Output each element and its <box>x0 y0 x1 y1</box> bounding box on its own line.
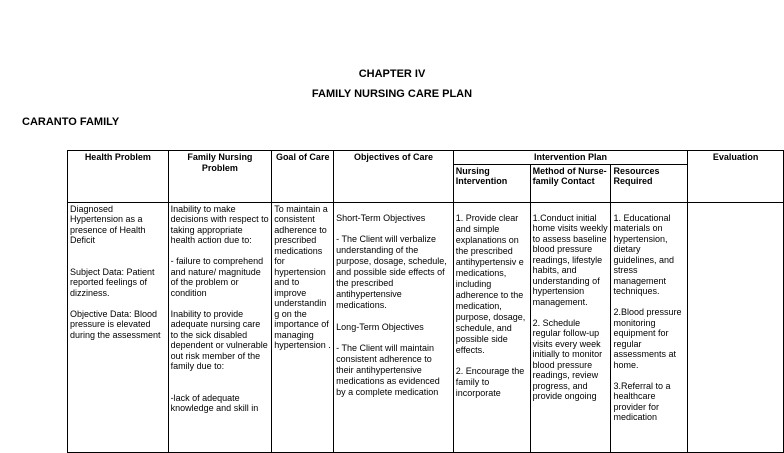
header-health-problem: Health Problem <box>68 151 169 203</box>
objective-data-text: Objective Data: Blood pressure is elevated during the assessment <box>70 308 161 340</box>
header-nursing-intervention: Nursing Intervention <box>453 164 530 202</box>
family-nursing-problem-cell <box>168 202 272 452</box>
short-term-label: Short-Term Objectives <box>336 212 426 223</box>
header-row <box>68 151 784 165</box>
header-method-of-contact: Method of Nurse-family Contact <box>530 164 611 202</box>
problem-paragraph-2: - failure to comprehend and nature/ magnitude of the problem or condition <box>170 256 264 298</box>
long-term-text: - The Client will maintain consistent adherence to their antihypertensive medications as evidenced by a complete medication <box>336 343 440 397</box>
header-resources-required: Resources Required <box>611 164 688 202</box>
long-term-label: Long-Term Objectives <box>336 321 424 332</box>
short-term-text: - The Client will verbalize understanding of the purpose, dosage, schedule, and possible side effects of the prescribed antihypertensive medications. <box>336 234 447 310</box>
problem-paragraph-4: -lack of adequate knowledge and skill in <box>170 392 259 413</box>
resource-2: 2.Blood pressure monitoring equipment for regular assessments at home. <box>613 307 682 370</box>
intervention-1: 1. Provide clear and simple explanations on the prescribed antihypertensiv e medications, including adherence to the medication, purpose, dosage, schedule, and possible side effects. <box>455 212 526 355</box>
problem-paragraph-3: Inability to provide adequate nursing care to the sick disabled dependent or vulnerable out risk member of the family due to: <box>170 308 268 371</box>
diagnosis-text: Diagnosed Hypertension as a presence of Health Deficit <box>70 203 146 245</box>
intervention-2: 2. Encourage the family to incorporate <box>455 366 525 398</box>
subject-data-text: Subject Data: Patient reported feelings of dizziness. <box>70 266 155 298</box>
care-plan-table <box>67 150 784 453</box>
nursing-intervention-cell <box>453 202 530 452</box>
problem-paragraph-1: Inability to make decisions with respect to taking appropriate health action due to: <box>170 203 269 245</box>
method-2: 2. Schedule regular follow-up visits every week initially to monitor blood pressure readings, review progress, and provide ongoing <box>532 317 603 401</box>
family-name: CARANTO FAMILY <box>22 116 120 128</box>
resources-required-cell <box>611 202 688 452</box>
header-objectives-of-care: Objectives of Care <box>334 151 454 203</box>
evaluation-cell <box>688 202 784 452</box>
care-plan-row <box>68 202 784 452</box>
document-title: FAMILY NURSING CARE PLAN <box>311 88 473 100</box>
header-goal-of-care: Goal of Care <box>272 151 334 203</box>
header-family-nursing-problem: Family Nursing Problem <box>168 151 272 203</box>
chapter-heading: CHAPTER IV <box>358 68 426 80</box>
header-intervention-plan: Intervention Plan <box>453 151 688 165</box>
objectives-of-care-cell <box>334 202 454 452</box>
header-evaluation: Evaluation <box>688 151 784 203</box>
goal-text: To maintain a consistent adherence to prescribed medications for hypertension and to improve understandin g on the importance of managing hypertension . <box>274 203 331 350</box>
method-1: 1.Conduct initial home visits weekly to assess baseline blood pressure readings, lifestyle habits, and understanding of hypertension management. <box>532 212 608 307</box>
method-of-contact-cell <box>530 202 611 452</box>
health-problem-cell <box>68 202 169 452</box>
resource-3: 3.Referral to a healthcare provider for medication <box>613 380 671 422</box>
resource-1: 1. Educational materials on hypertension, dietary guidelines, and stress management techniques. <box>613 212 675 296</box>
goal-of-care-cell <box>272 202 334 452</box>
